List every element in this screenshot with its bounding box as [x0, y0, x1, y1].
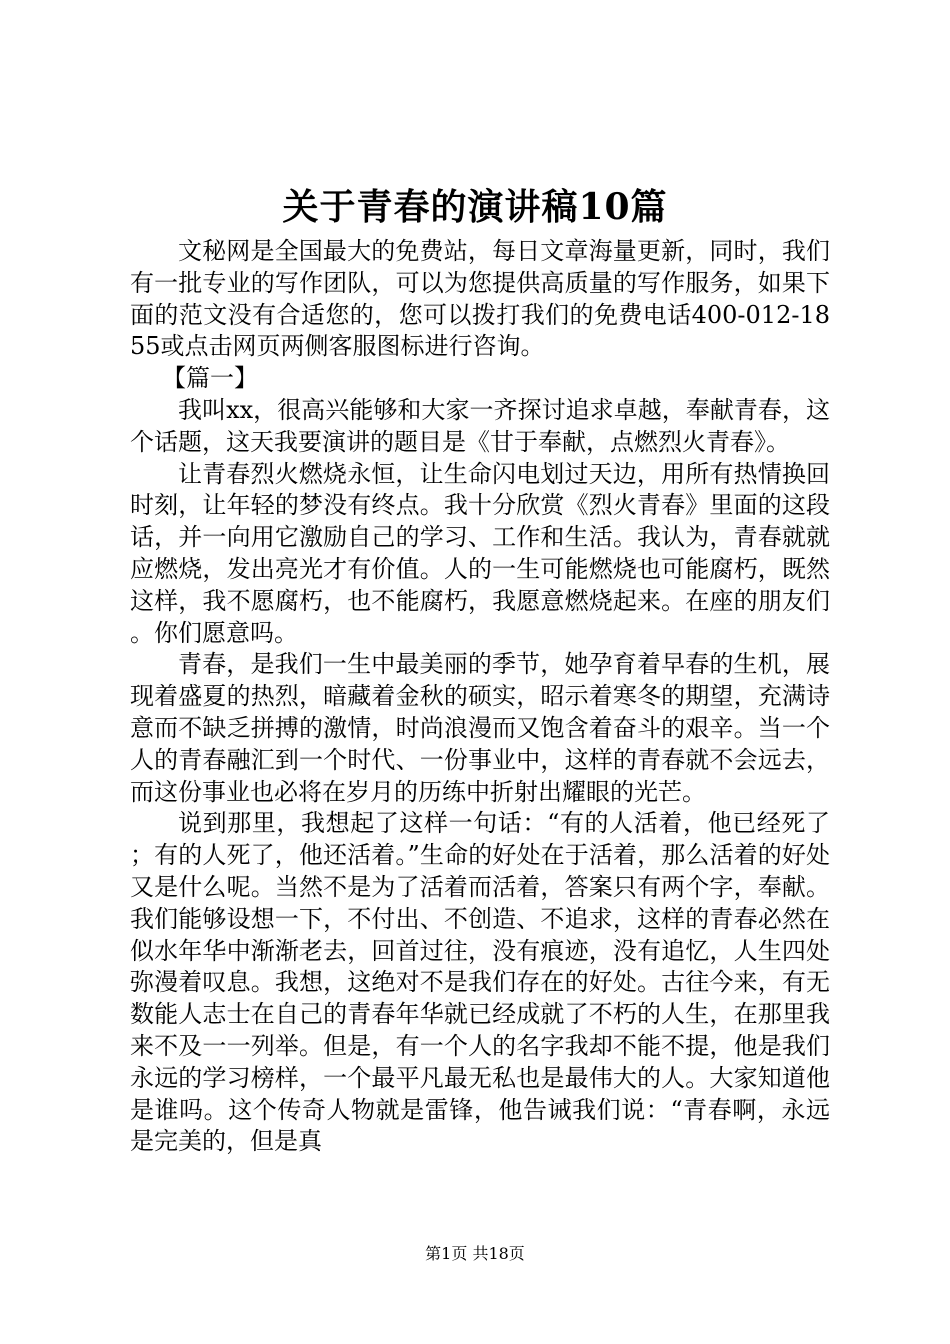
paragraph-2: 让青春烈火燃烧永恒，让生命闪电划过天边，用所有热情换回时刻，让年轻的梦没有终点。我十分欣赏《烈火青春》里面的这段话，并一向用它激励自己的学习、工作和生活。我认为，青春就就应燃烧，发出亮光才有价值。人的一生可能燃烧也可能腐朽，既然这样，我不愿腐朽，也不能腐朽，我愿意燃烧起来。在座的朋友们。你们愿意吗。 — [130, 459, 830, 647]
document-body — [130, 236, 830, 1158]
section-heading: 【篇一】 — [162, 364, 258, 393]
document-title: 关于青春的演讲稿10篇 — [282, 186, 668, 228]
paragraph-3: 青春，是我们一生中最美丽的季节，她孕育着早春的生机，展现着盛夏的热烈，暗藏着金秋的硕实，昭示着寒冬的期望，充满诗意而不缺乏拼搏的激情，时尚浪漫而又饱含着奋斗的艰辛。当一个人的青春融汇到一个时代、一份事业中，这样的青春就不会远去，而这份事业也必将在岁月的历练中折射出耀眼的光芒。 — [130, 650, 830, 806]
page-number-footer: 第1页 共18页 — [425, 1244, 525, 1263]
paragraph-4: 说到那里，我想起了这样一句话：“有的人活着，他已经死了；有的人死了，他还活着。”生命的好处在于活着，那么活着的好处又是什么呢。当然不是为了活着而活着，答案只有两个字，奉献。我们能够设想一下，不付出、不创造、不追求，这样的青春必然在似水年华中渐渐老去，回首过往，没有痕迹，没有追忆，人生四处弥漫着叹息。我想，这绝对不是我们存在的好处。古往今来，有无数能人志士在自己的青春年华就已经成就了不朽的人生，在那里我来不及一一列举。但是，有一个人的名字我却不能不提，他是我们永远的学习榜样，一个最平凡最无私也是最伟大的人。大家知道他是谁吗。这个传奇人物就是雷锋，他告诫我们说：“青春啊，永远是完美的，但是真 — [130, 809, 830, 1156]
paragraph-1: 我叫xx，很高兴能够和大家一齐探讨追求卓越，奉献青春，这个话题，这天我要演讲的题目是《甘于奉献，点燃烈火青春》。 — [130, 395, 830, 456]
intro-paragraph: 文秘网是全国最大的免费站，每日文章海量更新，同时，我们有一批专业的写作团队，可以为您提供高质量的写作服务，如果下面的范文没有合适您的，您可以拨打我们的免费电话400-012-1855或点击网页两侧客服图标进行咨询。 — [130, 237, 830, 361]
